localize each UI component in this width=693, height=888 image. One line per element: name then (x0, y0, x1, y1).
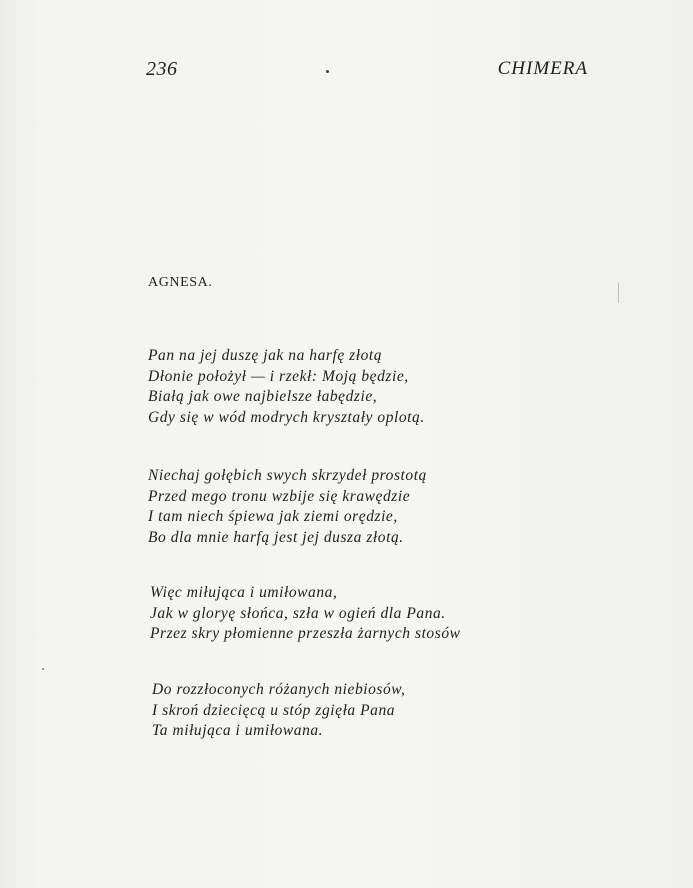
verse-line: Dłonie położył — i rzekł: Moją będzie, (148, 367, 409, 385)
verse-line: Pan na jej duszę jak na harfę złotą (148, 347, 383, 364)
stanza (148, 346, 425, 428)
ink-dot (326, 70, 329, 73)
verse-line: Niechaj gołębich swych skrzydeł prostotą (148, 467, 427, 484)
page-number: 236 (146, 58, 178, 80)
stanza (150, 583, 461, 645)
verse-line: Bo dla mnie harfą jest jej dusza złotą. (148, 528, 404, 546)
stanza (152, 680, 405, 742)
verse-line: Przez skry płomienne przeszła żarnych stosów (150, 625, 461, 642)
verse-line: Gdy się w wód modrych kryształy oplotą. (148, 408, 425, 426)
verse-line: I tam niech śpiewa jak ziemi orędzie, (148, 508, 398, 525)
running-title: CHIMERA (497, 58, 588, 79)
verse-line: Jak w gloryę słońca, szła w ogień dla Pana. (150, 604, 446, 622)
poem-title: AGNESA. (148, 275, 213, 290)
verse-line: Do rozzłoconych różanych niebiosów, (152, 681, 406, 698)
verse-line: Ta miłująca i umiłowana. (152, 722, 324, 739)
stanza (148, 466, 427, 548)
verse-line: Przed mego tronu wzbije się krawędzie (148, 487, 411, 505)
running-head (146, 58, 588, 84)
page-edge-mark (618, 283, 619, 303)
verse-line: Białą jak owe najbielsze łabędzie, (148, 388, 378, 405)
ink-speck (42, 668, 44, 670)
verse-line: Więc miłująca i umiłowana, (150, 584, 338, 601)
verse-line: I skroń dziecięcą u stóp zgięła Pana (152, 701, 396, 719)
